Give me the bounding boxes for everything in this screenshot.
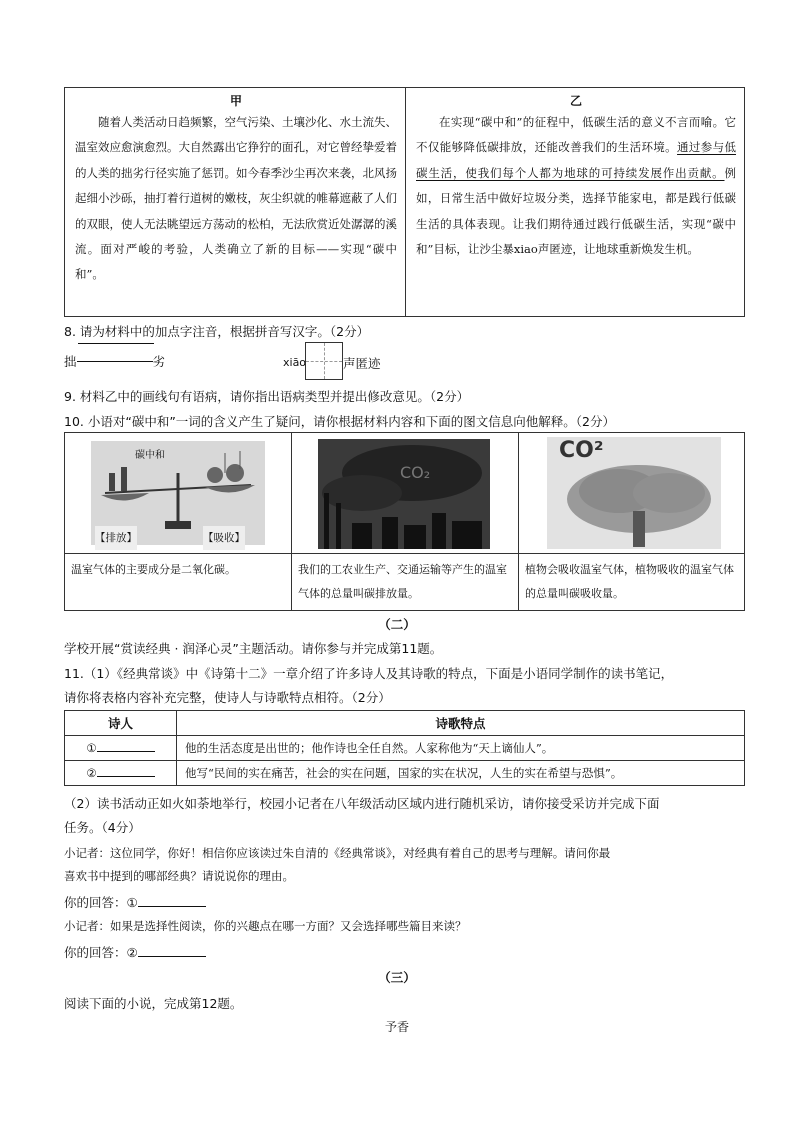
question-11-1b: 请你将表格内容补充完整，使诗人与诗歌特点相符。（2分） [64,690,391,705]
material-jia [65,88,406,317]
material-yi-text-a: 在实现“碳中和”的征程中，低碳生活的意义不言而喻。它不仅能够降低碳排放，还能改善我们的生活环境。 [416,115,736,155]
q8-item1-post: 劣 [152,354,166,369]
question-10: 10. 小语对“碳中和”一词的含义产生了疑问，请你根据材料内容和下面的图文信息向他解释。（2分） [64,414,616,429]
answer-1[interactable]: 你的回答：① [64,893,206,911]
factory-smoke-image [292,433,518,554]
feature-1: 他的生活态度是出世的；他作诗也全任自然。人家称他为“天上谪仙人”。 [177,736,745,761]
section-2-heading: （二） [378,617,416,632]
hanzi-writing-box[interactable] [305,342,343,380]
material-yi-text [416,110,736,262]
pinyin-blank[interactable] [77,361,153,362]
picture-cell-2 [292,433,519,611]
balance-scale-image [65,433,291,554]
reporter-question-1: 小记者：这位同学，你好！相信你应该读过朱自清的《经典常谈》，对经典有着自己的思考与理解。请问你最 [64,846,611,860]
table-row [65,736,745,761]
reporter-question-2: 小记者：如果是选择性阅读，你的兴趣点在哪一方面？又会选择哪些篇目来读？ [64,919,467,933]
pic3-co2-label: CO² [559,438,604,463]
pic2-caption: 我们的工农业生产、交通运输等产生的温室气体的总量叫碳排放量。 [298,563,507,600]
pic2-co2-label: CO₂ [400,463,431,482]
material-table [64,87,745,317]
poet-table [64,710,745,786]
material-jia-header: 甲 [229,94,242,108]
q8-item-1 [64,352,165,370]
section-3-heading: （三） [378,970,416,985]
feature-col-header: 诗歌特点 [177,711,745,736]
q8-item1-pre: 拙 [64,354,77,369]
q8-item2-pinyin: xiāo [283,356,307,369]
table-row [65,761,745,786]
pinyin-blank-top-line [78,343,154,344]
pic1-right-label: 【吸收】 [203,526,245,550]
underlined-sentence: 通过参与低碳生活，使我们每个人都为地球的可持续发展作出贡献。 [416,140,737,180]
question-8: 8. 请为材料中的加点字注音，根据拼音写汉字。（2分） [64,324,370,339]
material-yi-text-b: 例如，日常生活中做好垃圾分类，选择节能家电，都是践行低碳生活的具体表现。让我们期待通过践行低碳生活，实现“碳中和”目标，让沙尘暴xiao声匿迹，让地球重新焕发生机。 [416,165,736,257]
material-yi [406,88,745,317]
answer-2[interactable]: 你的回答：② [64,943,206,961]
reporter-question-1b: 喜欢书中提到的哪部经典？请说说你的理由。 [64,869,294,883]
picture-cell-3 [519,433,745,611]
question-11-1: 11.（1）《经典常谈》中《诗第十二》一章介绍了许多诗人及其诗歌的特点，下面是小语同学制作的读书笔记， [64,666,674,681]
reading-prompt: 阅读下面的小说，完成第12题。 [64,996,243,1011]
pic1-title: 碳中和 [135,450,165,461]
picture-table [64,432,745,611]
poet-answer-1[interactable]: ① [65,736,177,761]
picture-cell-1 [65,433,292,611]
pic3-caption: 植物会吸收温室气体，植物吸收的温室气体的总量叫碳吸收量。 [525,563,734,600]
feature-2: 他写“民间的实在痛苦，社会的实在问题，国家的实在状况，人生的实在希望与恐惧”。 [177,761,745,786]
poet-col-header: 诗人 [65,711,177,736]
question-11-2b: 任务。（4分） [64,820,141,835]
question-11-2: （2）读书活动正如火如荼地举行，校园小记者在八年级活动区域内进行随机采访，请你接受采访并完成下面 [64,796,660,811]
material-yi-header: 乙 [569,94,582,108]
question-9: 9. 材料乙中的画线句有语病，请你指出语病类型并提出修改意见。（2分） [64,389,470,404]
q8-item2-post: 声匿迹 [343,356,381,371]
activity-intro: 学校开展“赏读经典 · 润泽心灵”主题活动。请你参与并完成第11题。 [64,641,443,656]
poet-answer-2[interactable]: ② [65,761,177,786]
material-jia-text: 随着人类活动日趋频繁，空气污染、土壤沙化、水土流失、温室效应愈演愈烈。大自然露出它狰狞的面孔，对它曾经挚爱着的人类的拙劣行径实施了惩罚。如今春季沙尘再次来袭，北风扬起细小沙砾，抽打着行道树的嫩枝，灰尘织就的帷幕遮蔽了人们的双眼，使人无法眺望远方荡动的松柏，无法欣赏近处潺潺的溪流。面对严峻的考验，人类确立了新的目标——实现“碳中和”。 [75,115,397,282]
story-title: 予香 [384,1020,409,1034]
pic1-caption: 温室气体的主要成分是二氧化碳。 [71,563,236,576]
tree-co2-image [519,433,744,554]
pic1-left-label: 【排放】 [95,526,137,550]
